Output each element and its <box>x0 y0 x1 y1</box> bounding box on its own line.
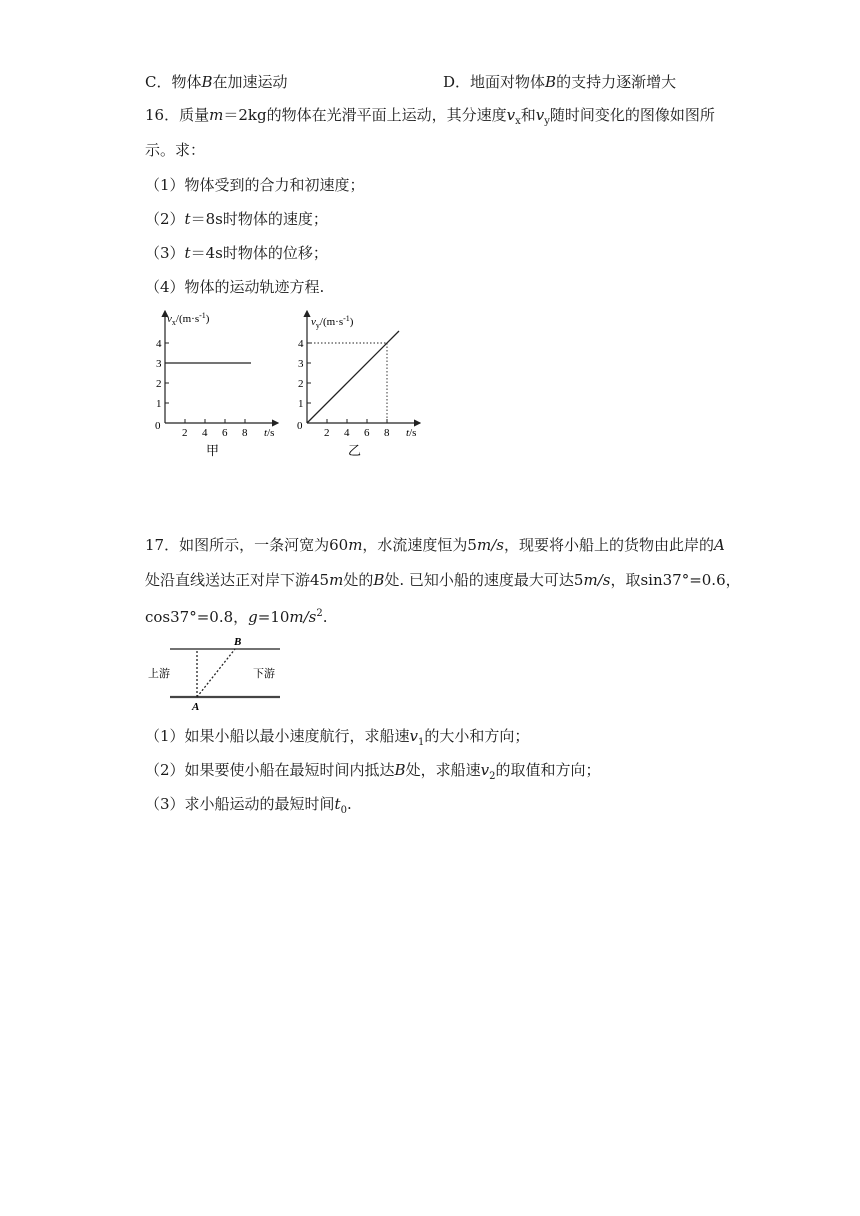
option-text: 在加速运动 <box>212 73 288 91</box>
x-tick-label: 6 <box>222 427 228 439</box>
x-tick-label: 4 <box>344 427 350 439</box>
subscript: 0 <box>340 805 347 816</box>
var-b: B <box>373 571 385 589</box>
superscript: 2 <box>316 608 323 619</box>
y-tick-label: 2 <box>156 378 162 390</box>
stem-text: 质量 <box>179 106 210 124</box>
var-t: t <box>184 244 191 262</box>
var-t0: t <box>334 795 341 813</box>
origin-label: 0 <box>297 420 303 432</box>
q15-option-c <box>145 72 288 92</box>
x-tick-label: 8 <box>384 427 390 439</box>
sub-text: 处，求船速 <box>405 761 481 779</box>
q15-option-d <box>443 72 676 92</box>
q17-sub3 <box>145 794 352 821</box>
graph-yi <box>282 305 432 460</box>
y-axis-label: $v_x/(m\cdot s^{-1})$ <box>167 311 210 327</box>
sub-text: 的大小和方向； <box>424 727 530 745</box>
x-tick-label: 2 <box>182 427 188 439</box>
option-label: D． <box>443 73 471 91</box>
question-number: 17． <box>145 536 180 554</box>
x-tick-label: 6 <box>364 427 370 439</box>
x-ticks <box>324 419 390 439</box>
unit-ms: m/s <box>583 571 611 589</box>
point-b-label: B <box>234 636 242 648</box>
x-ticks <box>182 419 248 439</box>
sub-text: ＝4s时物体的位移； <box>190 244 328 262</box>
var-b: B <box>394 761 406 779</box>
sub-text: （3）求小船运动的最短时间 <box>145 795 335 813</box>
q16-sub4: （4）物体的运动轨迹方程. <box>145 278 325 296</box>
upstream-label: 上游 <box>148 668 170 680</box>
stem-text: 处的 <box>343 571 374 589</box>
q17-stem-line2 <box>145 570 741 590</box>
unit-ms: m/s <box>289 608 317 626</box>
unit-m: m <box>329 571 344 589</box>
sub-text: （2）如果要使小船在最短时间内抵达 <box>145 761 395 779</box>
var-v2: v <box>480 761 490 779</box>
sub-label: （3） <box>145 244 185 262</box>
y-axis-label: $v_y/(m\cdot s^{-1})$ <box>311 314 354 330</box>
var-a: A <box>713 536 725 554</box>
graph-caption: 乙 <box>348 443 362 458</box>
origin-label: 0 <box>155 420 161 432</box>
diagonal-path <box>197 649 235 697</box>
subscript: 1 <box>418 737 425 748</box>
stem-text: 如图所示，一条河宽为60 <box>179 536 349 554</box>
q16-stem-line1 <box>145 105 715 132</box>
option-text: 地面对物体 <box>470 73 546 91</box>
graph-jia <box>140 305 290 460</box>
unit-m: m <box>348 536 363 554</box>
var-g: g <box>248 608 258 626</box>
stem-text: ，现要将小船上的货物由此岸的 <box>503 536 714 554</box>
x-tick-label: 8 <box>242 427 248 439</box>
var-m: m <box>209 106 224 124</box>
stem-text: ，水流速度恒为5 <box>362 536 477 554</box>
y-tick-label: 1 <box>298 398 304 410</box>
var-v1: v <box>409 727 419 745</box>
stem-text: 和 <box>520 106 536 124</box>
var-t: t <box>184 210 191 228</box>
var-vx: v <box>506 106 516 124</box>
river-diagram <box>140 632 290 712</box>
stem-text: 随时间变化的图像如图所 <box>549 106 715 124</box>
y-ticks <box>298 338 311 410</box>
question-number: 16． <box>145 106 180 124</box>
x-tick-label: 4 <box>202 427 208 439</box>
sub-text: 的取值和方向； <box>495 761 601 779</box>
sub-label: （2） <box>145 210 185 228</box>
q16-sub2 <box>145 209 328 229</box>
unit-ms: m/s <box>476 536 504 554</box>
stem-text: ＝2kg的物体在光滑平面上运动，其分速度 <box>223 106 507 124</box>
var-vy: v <box>535 106 545 124</box>
graph-caption: 甲 <box>206 443 220 458</box>
option-text: 的支持力逐渐增大 <box>556 73 677 91</box>
var-b: B <box>545 73 557 91</box>
subscript: 2 <box>489 771 496 782</box>
stem-text: . <box>322 608 328 626</box>
sub-text: ＝8s时物体的速度； <box>190 210 328 228</box>
y-tick-label: 1 <box>156 398 162 410</box>
stem-text: cos37°=0.8， <box>145 608 249 626</box>
y-tick-label: 4 <box>156 338 162 350</box>
q17-sub1 <box>145 726 529 753</box>
y-tick-label: 4 <box>298 338 304 350</box>
q17-stem-line3 <box>145 604 328 627</box>
q16-sub1: （1）物体受到的合力和初速度； <box>145 176 365 194</box>
subscript: x <box>515 116 521 127</box>
q16-stem-line2: 示。求： <box>145 141 206 159</box>
y-ticks <box>156 338 169 410</box>
downstream-label: 下游 <box>253 668 275 680</box>
var-b: B <box>201 73 213 91</box>
stem-text: =10 <box>257 608 290 626</box>
x-tick-label: 2 <box>324 427 330 439</box>
x-axis-label: t/s <box>406 427 417 439</box>
q17-stem-line1 <box>145 535 725 555</box>
stem-text: 处沿直线送达正对岸下游45 <box>145 571 330 589</box>
y-tick-label: 2 <box>298 378 304 390</box>
stem-text: ，取sin37°=0.6， <box>610 571 741 589</box>
x-axis-label: t/s <box>264 427 275 439</box>
vy-line <box>307 331 399 423</box>
y-tick-label: 3 <box>156 358 162 370</box>
sub-text: （1）如果小船以最小速度航行，求船速 <box>145 727 410 745</box>
sub-text: . <box>346 795 352 813</box>
stem-text: 处. 已知小船的速度最大可达5 <box>384 571 584 589</box>
point-a-label: A <box>192 701 200 712</box>
option-text: 物体 <box>171 73 202 91</box>
option-label: C． <box>145 73 172 91</box>
subscript: y <box>544 116 550 127</box>
q16-sub3 <box>145 243 328 263</box>
y-tick-label: 3 <box>298 358 304 370</box>
q17-sub2 <box>145 760 600 787</box>
